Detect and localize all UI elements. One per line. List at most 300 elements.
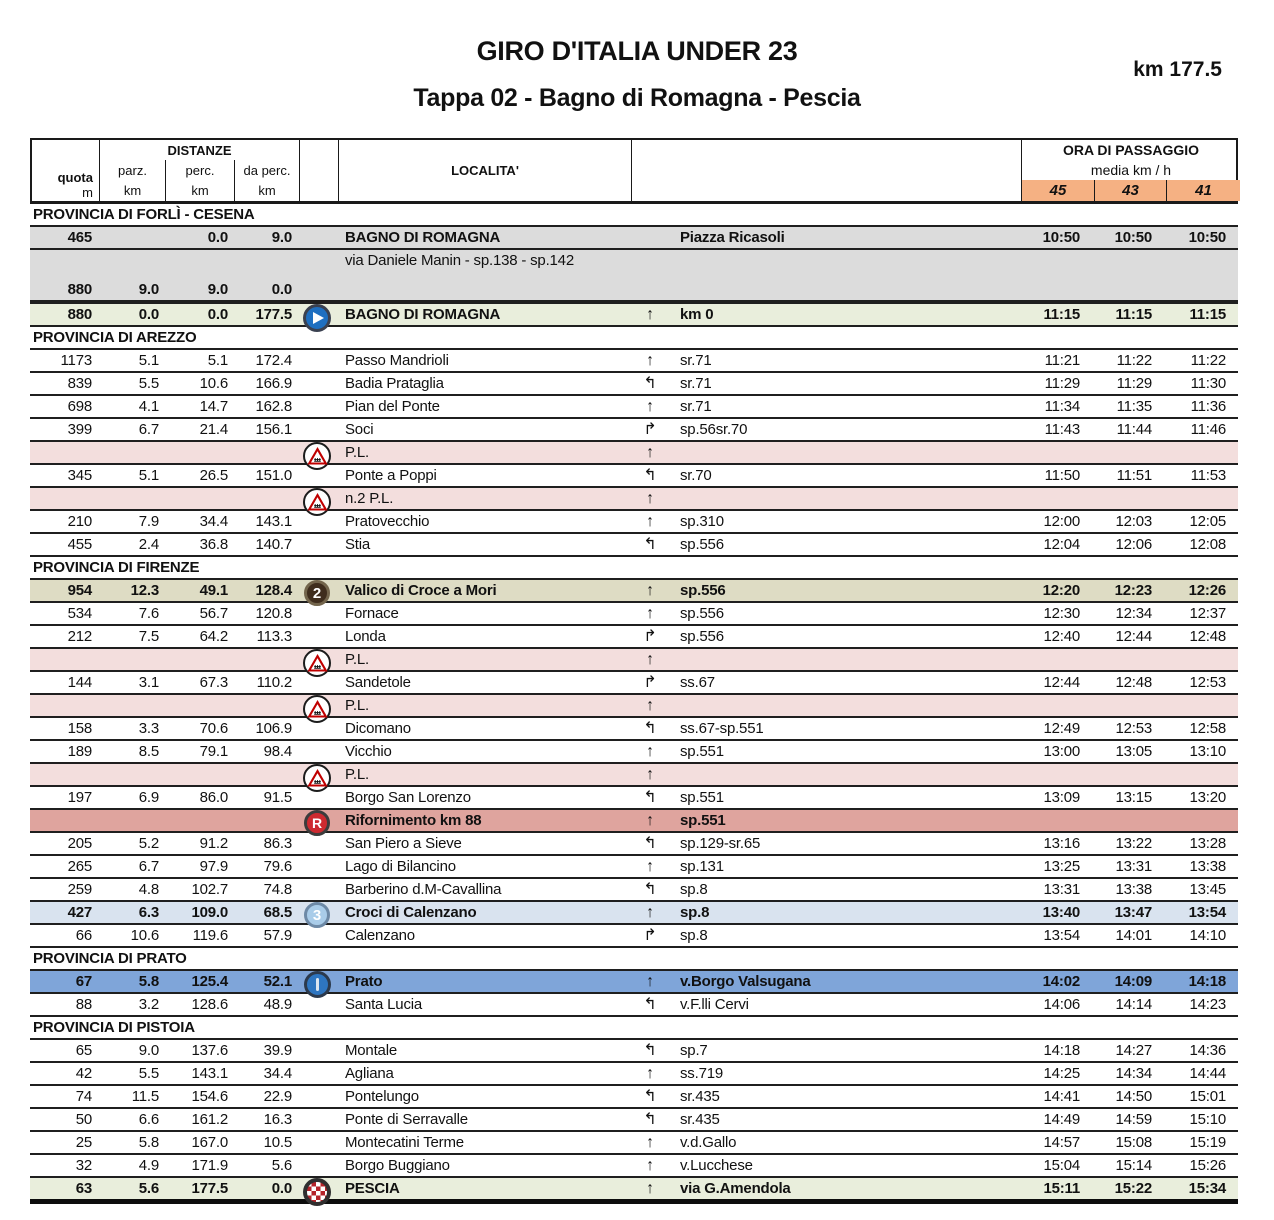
route-table <box>30 138 1238 1204</box>
perc-km-cell: 119.6 <box>192 927 228 944</box>
quota-cell: 399 <box>67 421 92 438</box>
left-turn-arrow-icon: ↰ <box>643 536 657 553</box>
time-43-cell: 11:51 <box>1116 467 1152 484</box>
da-perc-km-cell: 156.1 <box>255 421 292 438</box>
symbol-cell <box>297 373 337 394</box>
route-row <box>30 1155 1238 1178</box>
quota-cell: 839 <box>67 375 92 392</box>
perc-km-cell: 154.6 <box>191 1088 228 1105</box>
time-45-cell: 11:21 <box>1044 352 1080 369</box>
time-41-cell: 14:10 <box>1189 927 1226 944</box>
quota-cell: 259 <box>67 881 92 898</box>
straight-turn-arrow-icon: ↑ <box>646 1134 654 1151</box>
province-header-row: PROVINCIA DI PRATO <box>30 948 1238 971</box>
time-41-cell <box>1164 279 1238 300</box>
column-header-daperc: da perc. <box>234 160 299 180</box>
da-perc-km-cell: 48.9 <box>263 996 292 1013</box>
perc-km-cell: 125.4 <box>191 973 228 990</box>
perc-km-cell: 91.2 <box>199 835 228 852</box>
time-43-cell: 13:05 <box>1115 743 1152 760</box>
straight-turn-arrow-icon: ↑ <box>646 352 654 369</box>
direction-road-cell <box>630 250 1020 271</box>
perc-km-cell <box>163 250 232 271</box>
road-name: sp.556 <box>680 536 724 553</box>
stage-subtitle: Tappa 02 - Bagno di Romagna - Pescia <box>413 84 861 112</box>
time-43-cell: 12:48 <box>1115 674 1152 691</box>
da-perc-km-cell: 57.9 <box>263 927 292 944</box>
da-perc-km-cell: 143.1 <box>255 513 292 530</box>
time-45-cell: 13:25 <box>1043 858 1080 875</box>
localita-cell: Pontelungo <box>345 1088 419 1105</box>
quota-cell: 42 <box>75 1065 92 1082</box>
time-43-cell: 13:47 <box>1114 904 1152 921</box>
da-perc-km-cell: 34.4 <box>263 1065 292 1082</box>
localita-cell: Vicchio <box>345 743 392 760</box>
da-perc-km-cell: 177.5 <box>255 306 292 323</box>
road-name: sp.8 <box>680 881 708 898</box>
time-45-cell: 12:30 <box>1043 605 1080 622</box>
quota-cell: 144 <box>67 674 92 691</box>
symbol-cell <box>297 250 337 271</box>
direction-road-cell <box>630 419 1020 440</box>
time-43-cell: 12:34 <box>1115 605 1152 622</box>
straight-turn-arrow-icon: ↑ <box>646 605 654 622</box>
localita-cell: Lago di Bilancino <box>345 858 456 875</box>
time-45-cell: 13:00 <box>1043 743 1080 760</box>
time-41-cell: 14:18 <box>1188 973 1226 990</box>
road-name: sp.8 <box>680 904 710 921</box>
column-header-symbols <box>299 140 339 201</box>
symbol-cell <box>297 856 337 877</box>
quota-cell: 212 <box>67 628 92 645</box>
time-41-cell: 13:54 <box>1188 904 1226 921</box>
road-name: sr.71 <box>680 375 712 392</box>
province-header-row: PROVINCIA DI FORLÌ - CESENA <box>30 204 1238 227</box>
da-perc-km-cell: 140.7 <box>255 536 292 553</box>
time-43-cell: 12:06 <box>1115 536 1152 553</box>
quota-cell: 74 <box>75 1088 92 1105</box>
direction-road-cell <box>630 1155 1020 1176</box>
time-45-cell: 11:43 <box>1044 421 1080 438</box>
province-header-row: PROVINCIA DI PISTOIA <box>30 1017 1238 1040</box>
localita-cell: P.L. <box>345 697 369 714</box>
time-41-cell: 15:26 <box>1189 1157 1226 1174</box>
da-perc-km-cell: 91.5 <box>263 789 292 806</box>
quota-cell: 345 <box>67 467 92 484</box>
straight-turn-arrow-icon: ↑ <box>646 398 654 415</box>
time-41-cell: 11:15 <box>1189 306 1226 323</box>
direction-road-cell <box>630 465 1020 486</box>
road-name: v.Lucchese <box>680 1157 753 1174</box>
play-triangle <box>313 312 324 324</box>
left-turn-arrow-icon: ↰ <box>643 789 657 806</box>
time-45-cell: 14:49 <box>1043 1111 1080 1128</box>
symbol-cell <box>297 603 337 624</box>
parz-km-cell <box>98 250 163 271</box>
road-name: v.F.lli Cervi <box>680 996 749 1013</box>
da-perc-km-cell: 113.3 <box>256 628 292 645</box>
parz-km-cell: 0.0 <box>138 306 159 323</box>
time-45-cell: 13:40 <box>1042 904 1080 921</box>
time-43-cell: 14:27 <box>1115 1042 1152 1059</box>
time-43-cell: 11:35 <box>1116 398 1152 415</box>
da-perc-km-cell: 106.9 <box>255 720 292 737</box>
time-41-cell: 14:36 <box>1189 1042 1226 1059</box>
route-row <box>30 787 1238 810</box>
route-row <box>30 227 1238 250</box>
perc-km-cell: 177.5 <box>191 1180 228 1197</box>
time-43-cell: 12:03 <box>1115 513 1152 530</box>
localita-cell: PESCIA <box>345 1180 400 1197</box>
route-row <box>30 925 1238 948</box>
direction-road-cell <box>630 925 1020 946</box>
route-row <box>30 1178 1238 1204</box>
level-crossing-icon <box>303 488 331 516</box>
symbol-cell <box>297 833 337 854</box>
da-perc-km-cell: 74.8 <box>263 881 292 898</box>
localita-cell: Badia Prataglia <box>345 375 444 392</box>
straight-turn-arrow-icon: ↑ <box>646 444 654 461</box>
route-row <box>30 442 1238 465</box>
sprint-bar <box>316 978 319 991</box>
straight-turn-arrow-icon: ↑ <box>646 1180 654 1197</box>
time-43-cell: 14:50 <box>1115 1088 1152 1105</box>
parz-km-cell: 5.6 <box>138 1180 159 1197</box>
quota-cell: 88 <box>75 996 92 1013</box>
total-distance: km 177.5 <box>1133 58 1222 81</box>
right-turn-arrow-icon: ↱ <box>643 628 657 645</box>
time-41-cell: 15:34 <box>1188 1180 1226 1197</box>
route-table-body <box>30 204 1238 1204</box>
da-perc-km-cell: 162.8 <box>255 398 292 415</box>
time-43-cell: 15:08 <box>1115 1134 1152 1151</box>
parz-km-cell: 4.9 <box>138 1157 159 1174</box>
parz-km-cell: 2.4 <box>138 536 159 553</box>
level-crossing-icon <box>303 695 331 723</box>
time-41-cell <box>1164 250 1238 271</box>
column-group-distanze: DISTANZE <box>167 142 232 158</box>
left-turn-arrow-icon: ↰ <box>643 1088 657 1105</box>
level-crossing-icon <box>303 442 331 470</box>
time-45-cell: 14:02 <box>1042 973 1080 990</box>
time-43-cell: 10:50 <box>1114 229 1152 246</box>
route-row <box>30 1132 1238 1155</box>
time-45-cell: 11:50 <box>1044 467 1080 484</box>
da-perc-km-cell: 151.0 <box>255 467 292 484</box>
time-41-cell: 13:20 <box>1189 789 1226 806</box>
route-row <box>30 695 1238 718</box>
parz-km-cell: 5.1 <box>138 352 159 369</box>
da-perc-km-cell: 120.8 <box>255 605 292 622</box>
column-group-ora-di-passaggio: ORA DI PASSAGGIO <box>1062 142 1200 158</box>
road-name <box>670 250 680 271</box>
table-header <box>30 138 1238 204</box>
road-name: ss.719 <box>680 1065 723 1082</box>
straight-turn-arrow-icon: ↑ <box>646 582 654 599</box>
da-perc-km-cell: 16.3 <box>263 1111 292 1128</box>
quota-cell: 880 <box>67 306 92 323</box>
time-41-cell: 12:58 <box>1189 720 1226 737</box>
province-header-row: PROVINCIA DI FIRENZE <box>30 557 1238 580</box>
quota-cell: 65 <box>75 1042 92 1059</box>
localita-cell: via Daniele Manin - sp.138 - sp.142 <box>345 252 574 269</box>
unit-daperc: km <box>234 180 299 201</box>
road-name: sr.71 <box>680 352 712 369</box>
left-turn-arrow-icon: ↰ <box>643 375 657 392</box>
perc-km-cell: 14.7 <box>199 398 228 415</box>
route-row <box>30 488 1238 511</box>
route-row <box>30 649 1238 672</box>
localita-cell: Soci <box>345 421 374 438</box>
localita-cell: P.L. <box>345 766 369 783</box>
column-header-media: media km / h <box>1090 162 1172 178</box>
time-41-cell: 15:19 <box>1189 1134 1226 1151</box>
direction-road-cell <box>630 626 1020 647</box>
time-43-cell: 12:23 <box>1114 582 1152 599</box>
time-41-cell: 11:30 <box>1190 375 1226 392</box>
parz-km-cell: 3.2 <box>138 996 159 1013</box>
localita-cell: Passo Mandrioli <box>345 352 449 369</box>
route-row <box>30 534 1238 557</box>
perc-km-cell: 67.3 <box>199 674 228 691</box>
localita-cell: Barberino d.M-Cavallina <box>345 881 502 898</box>
road-name: sp.551 <box>680 812 726 829</box>
localita-cell: Stia <box>345 536 371 553</box>
route-row <box>30 350 1238 373</box>
direction-road-cell <box>630 350 1020 371</box>
time-45-cell: 11:34 <box>1044 398 1080 415</box>
symbol-cell <box>297 279 337 300</box>
quota-cell: 197 <box>67 789 92 806</box>
da-perc-km-cell: 110.2 <box>256 674 292 691</box>
straight-turn-arrow-icon: ↑ <box>646 743 654 760</box>
perc-km-cell: 0.0 <box>207 306 228 323</box>
time-41-cell: 13:45 <box>1189 881 1226 898</box>
symbol-cell <box>297 1132 337 1153</box>
localita-cell: Ponte di Serravalle <box>345 1111 468 1128</box>
direction-road-cell <box>630 1040 1020 1061</box>
route-row <box>30 603 1238 626</box>
time-41-cell: 12:53 <box>1189 674 1226 691</box>
unit-perc: km <box>165 180 234 201</box>
perc-km-cell: 97.9 <box>199 858 228 875</box>
parz-km-cell: 5.8 <box>138 973 159 990</box>
time-45-cell: 15:04 <box>1043 1157 1080 1174</box>
left-turn-arrow-icon: ↰ <box>643 881 657 898</box>
time-45-cell: 13:31 <box>1043 881 1080 898</box>
quota-cell: 66 <box>75 927 92 944</box>
time-41-cell: 12:37 <box>1189 605 1226 622</box>
da-perc-km-cell: 98.4 <box>263 743 292 760</box>
localita-cell: Sandetole <box>345 674 411 691</box>
left-turn-arrow-icon: ↰ <box>643 835 657 852</box>
time-43-cell: 13:31 <box>1115 858 1152 875</box>
symbol-cell <box>297 1040 337 1061</box>
parz-km-cell: 7.5 <box>138 628 159 645</box>
direction-road-cell <box>630 227 1020 248</box>
road-name: sp.129-sr.65 <box>680 835 761 852</box>
time-45-cell <box>1020 279 1092 300</box>
road-name: sp.8 <box>680 927 708 944</box>
road-name: sp.131 <box>680 858 724 875</box>
route-row <box>30 1086 1238 1109</box>
perc-km-cell: 0.0 <box>207 229 228 246</box>
direction-road-cell <box>630 833 1020 854</box>
localita-cell: Montale <box>345 1042 397 1059</box>
route-row <box>30 672 1238 695</box>
road-name: v.Borgo Valsugana <box>680 973 811 990</box>
time-45-cell: 12:00 <box>1043 513 1080 530</box>
column-header-parz: parz. <box>118 162 147 178</box>
route-row <box>30 902 1238 925</box>
straight-turn-arrow-icon: ↑ <box>646 490 654 507</box>
parz-km-cell: 3.1 <box>138 674 159 691</box>
da-perc-km-cell <box>232 250 297 271</box>
finish-line-icon <box>303 1178 331 1206</box>
da-perc-km-cell: 79.6 <box>263 858 292 875</box>
left-turn-arrow-icon: ↰ <box>643 1042 657 1059</box>
perc-km-cell: 143.1 <box>191 1065 228 1082</box>
parz-km-cell: 12.3 <box>130 582 159 599</box>
perc-km-cell: 49.1 <box>199 582 228 599</box>
localita-cell: BAGNO DI ROMAGNA <box>345 306 501 323</box>
time-41-cell: 14:23 <box>1189 996 1226 1013</box>
parz-km-cell: 4.8 <box>138 881 159 898</box>
time-43-cell: 14:09 <box>1114 973 1152 990</box>
quota-cell: 698 <box>67 398 92 415</box>
direction-road-cell <box>630 304 1020 332</box>
route-row <box>30 718 1238 741</box>
time-43-cell: 13:22 <box>1115 835 1152 852</box>
no-arrow <box>630 279 670 300</box>
straight-turn-arrow-icon: ↑ <box>646 973 654 990</box>
perc-km-cell: 9.0 <box>207 281 228 298</box>
route-row <box>30 971 1238 994</box>
road-name: sp.556 <box>680 582 726 599</box>
localita-cell: Croci di Calenzano <box>345 904 477 921</box>
road-name: sp.556 <box>680 628 724 645</box>
direction-road-cell <box>630 1109 1020 1130</box>
road-name: sp.56sr.70 <box>680 421 748 438</box>
quota-cell: 1173 <box>60 352 92 369</box>
left-turn-arrow-icon: ↰ <box>643 720 657 737</box>
da-perc-km-cell: 166.9 <box>255 375 292 392</box>
da-perc-km-cell: 172.4 <box>255 352 292 369</box>
road-name: sp.556 <box>680 605 724 622</box>
perc-km-cell: 34.4 <box>199 513 228 530</box>
straight-turn-arrow-icon: ↑ <box>646 904 654 921</box>
road-name: via G.Amendola <box>680 1180 791 1197</box>
symbol-cell <box>297 227 337 248</box>
quota-cell: 158 <box>67 720 92 737</box>
time-43-cell: 13:38 <box>1115 881 1152 898</box>
time-41-cell: 10:50 <box>1188 229 1226 246</box>
no-arrow <box>630 227 670 248</box>
da-perc-km-cell: 52.1 <box>263 973 292 990</box>
time-45-cell: 12:20 <box>1042 582 1080 599</box>
straight-turn-arrow-icon: ↑ <box>646 697 654 714</box>
direction-road-cell <box>630 511 1020 532</box>
localita-cell: Agliana <box>345 1065 394 1082</box>
time-45-cell: 13:54 <box>1043 927 1080 944</box>
time-41-cell: 15:01 <box>1189 1088 1226 1105</box>
localita-cell: Calenzano <box>345 927 415 944</box>
route-row <box>30 250 1238 271</box>
time-41-cell: 11:36 <box>1190 398 1226 415</box>
perc-km-cell: 167.0 <box>191 1134 228 1151</box>
da-perc-km-cell: 0.0 <box>271 281 292 298</box>
time-45-cell: 12:04 <box>1043 536 1080 553</box>
direction-road-cell <box>630 1132 1020 1153</box>
route-row <box>30 741 1238 764</box>
parz-km-cell <box>98 227 163 248</box>
da-perc-km-cell: 86.3 <box>263 835 292 852</box>
da-perc-km-cell: 9.0 <box>271 229 292 246</box>
level-crossing-icon <box>303 649 331 677</box>
parz-km-cell: 4.1 <box>138 398 159 415</box>
time-45-cell: 12:49 <box>1043 720 1080 737</box>
time-43-cell <box>1092 279 1164 300</box>
localita-cell: Prato <box>345 973 383 990</box>
perc-km-cell: 5.1 <box>207 352 228 369</box>
straight-turn-arrow-icon: ↑ <box>646 306 654 323</box>
parz-km-cell: 9.0 <box>138 281 159 298</box>
direction-road-cell <box>630 856 1020 877</box>
stage-start-icon <box>303 304 331 332</box>
da-perc-km-cell: 0.0 <box>271 1180 292 1197</box>
direction-road-cell <box>630 1063 1020 1084</box>
time-43-cell: 14:34 <box>1115 1065 1152 1082</box>
perc-km-cell: 21.4 <box>199 421 228 438</box>
time-43-cell: 14:59 <box>1115 1111 1152 1128</box>
localita-cell: Santa Lucia <box>345 996 423 1013</box>
route-row <box>30 465 1238 488</box>
quota-cell: 465 <box>67 229 92 246</box>
symbol-cell <box>297 626 337 647</box>
da-perc-km-cell: 5.6 <box>271 1157 292 1174</box>
time-41-cell: 12:26 <box>1188 582 1226 599</box>
road-name: sp.310 <box>680 513 724 530</box>
province-header-row: PROVINCIA DI AREZZO <box>30 327 1238 350</box>
route-row <box>30 396 1238 419</box>
localita-cell: Fornace <box>345 605 399 622</box>
route-row <box>30 373 1238 396</box>
route-row <box>30 1109 1238 1132</box>
perc-km-cell: 36.8 <box>199 536 228 553</box>
column-header-speed-41: 41 <box>1166 180 1240 201</box>
time-45-cell: 14:57 <box>1043 1134 1080 1151</box>
direction-road-cell <box>630 373 1020 394</box>
time-45-cell: 13:16 <box>1043 835 1080 852</box>
spacer-row <box>30 271 1238 279</box>
time-41-cell: 11:22 <box>1190 352 1226 369</box>
time-45-cell: 14:06 <box>1043 996 1080 1013</box>
time-43-cell: 15:14 <box>1115 1157 1152 1174</box>
gpm-category-2-icon: 2 <box>304 580 330 606</box>
perc-km-cell: 102.7 <box>191 881 228 898</box>
localita-cell: Borgo Buggiano <box>345 1157 450 1174</box>
route-row <box>30 833 1238 856</box>
road-name: sr.435 <box>680 1088 720 1105</box>
road-name <box>670 279 680 300</box>
symbol-cell <box>297 1063 337 1084</box>
symbol-cell <box>297 1086 337 1107</box>
perc-km-cell: 86.0 <box>199 789 228 806</box>
time-43-cell <box>1092 250 1164 271</box>
parz-km-cell: 10.6 <box>130 927 159 944</box>
perc-km-cell: 64.2 <box>199 628 228 645</box>
time-45-cell: 15:11 <box>1043 1180 1080 1197</box>
